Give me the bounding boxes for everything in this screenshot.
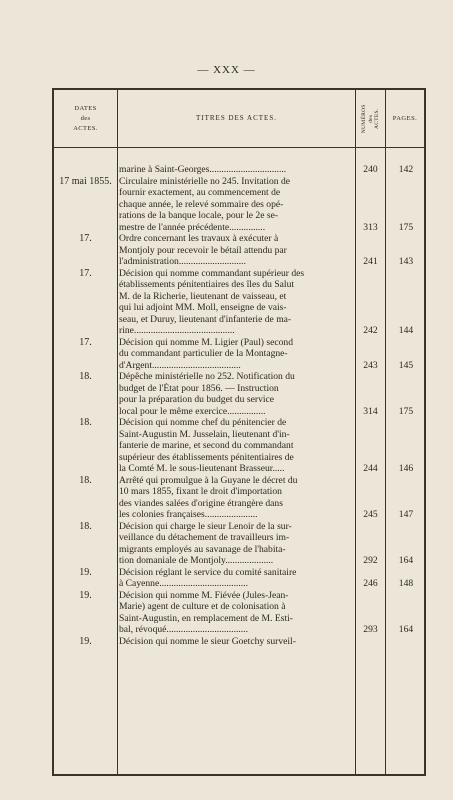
entry-act-number: 292 [363,555,378,566]
header-dates-line: des [80,115,91,122]
entry-page-number: 148 [398,578,414,589]
entry-act-number: 293 [363,624,378,635]
table-row [54,521,424,567]
entry-page-number: 144 [398,325,414,336]
entry-title [117,337,354,372]
entry-date: 19. [79,635,92,647]
header-numeros-line: des [367,114,374,123]
header-rule [54,147,424,148]
entry-title-line: Décision qui nomme M. Fiévée (Jules-Jean- [119,589,289,601]
entry-title-line: Décision qui nomme M. Ligier (Paul) second [119,336,293,348]
entry-title-line: Décision qui nomme le sieur Goetchy surveil- [119,635,296,647]
entry-act-number: 242 [363,325,378,336]
entry-date: 18. [79,371,92,382]
entry-title-line: Marie) agent de culture et de colonisation à [119,601,286,612]
entry-act-number: 244 [363,463,378,474]
entry-title-line: Saint-Augustin, en remplacement de M. Esti- [119,612,293,624]
page-folio: — XXX — [197,64,256,76]
table-row [54,475,424,521]
entry-title-line: Ordre concernant les travaux à exécuter à [119,233,279,244]
entry-title-line: Décision réglant le service du comité sanitaire [119,566,297,578]
entry-page-number: 164 [398,624,414,635]
entry-title [117,164,354,176]
entry-page-number: 175 [398,405,414,417]
entry-title-line: supérieur des établissements pénitentiaires de [119,451,294,463]
entry-title [117,268,354,337]
entry-title-line: Saint-Augustin M. Jusselain, lieutenant d'in- [119,428,290,440]
entry-page-number: 164 [398,555,414,566]
entry-page-number: 175 [398,221,414,233]
header-dates-line: ACTES. [73,125,98,132]
header-dates-line: DATES [74,105,97,112]
entry-title-line: fournir exactement, au commencement de [119,187,281,198]
entry-title [117,567,354,590]
entry-act-number: 240 [363,164,378,175]
table-row [54,337,424,372]
entry-page-number: 143 [398,256,414,267]
entry-title-line: qui lui adjoint MM. Moll, enseigne de vais- [119,302,287,313]
entry-title [117,233,354,268]
entry-title-line: Dépêche ministérielle no 252. Notification du [119,371,295,382]
table-row [54,371,424,417]
entry-act-number: 241 [363,256,378,267]
entry-title-line: les colonies françaises...................... [119,509,258,520]
table-row [54,590,424,636]
table-row [54,567,424,590]
entry-date: 17. [79,233,92,244]
entry-act-number: 246 [363,578,378,589]
entry-date: 17 mai 1855. [59,175,112,187]
header-titres: TITRES DES ACTES. [196,114,277,122]
header-numeros-rotated [361,104,381,133]
entry-date: 19. [79,566,92,578]
index-table [52,88,426,776]
entry-title-line: Décision qui nomme chef du pénitencier de [119,417,287,428]
header-numeros-line: NUMÉROS [360,104,367,133]
entry-date: 18. [79,520,92,532]
entry-title-line: Arrêté qui promulgue à la Guyane le décret du [119,474,298,486]
entry-date: 17. [79,267,92,279]
entry-title-line: fanterie de marine, et second du commandant [119,440,294,451]
table-row [54,164,424,176]
entry-title-line: Montjoly pour recevoir le bétail attendu par [119,244,287,256]
entry-date: 19. [79,589,92,601]
entry-title-line: migrants employés au savanage de l'habita- [119,543,286,555]
entry-page-number: 147 [398,509,414,520]
entry-act-number: 314 [363,405,378,417]
entry-page-number: 142 [398,164,414,175]
entry-title-line: 10 mars 1855, fixant le droit d'importation [119,486,282,497]
entry-title-line: marine à Saint-Georges................................ [119,164,287,175]
entry-title-line: seau, et Duruy, lieutenant d'infanterie de ma- [119,313,292,325]
entry-title [117,417,354,475]
entry-title-line: chaque année, le relevé sommaire des opé- [119,198,284,210]
entry-date: 17. [79,336,92,348]
entry-title-line: des viandes salées d'origine étrangère dans [119,497,283,509]
entry-title-line: à Cayenne..................................... [119,578,248,589]
entry-title-line: du commandant particulier de la Montagne- [119,348,288,359]
entry-act-number: 243 [363,359,378,371]
entry-title-line: bal, révoqué.................................. [119,624,248,635]
entry-title-line: mestre de l'année précédente............... [119,221,266,233]
entry-title-line: d'Argent..................................... [119,359,241,371]
entry-title-line: établissements pénitentiaires des îles du Salut [119,279,295,290]
entry-title-line: l'administration............................ [119,256,246,267]
entry-title-line: local pour le même exercice................ [119,405,266,417]
entry-title-line: rine.......................................... [119,325,235,336]
entry-title-line: pour la préparation du budget du service [119,394,275,405]
table-row [54,268,424,337]
entries-list [54,164,424,647]
entry-title-line: M. de la Richerie, lieutenant de vaisseau, et [119,290,287,302]
entry-title [117,636,354,648]
entry-date: 18. [79,474,92,486]
header-numeros [356,90,385,147]
header-pages: PAGES. [392,115,418,122]
entry-title [117,371,354,417]
entry-act-number: 313 [363,221,378,233]
entry-title [117,176,354,234]
header-dates [54,104,117,134]
table-row [54,233,424,268]
entry-page-number: 145 [398,359,414,371]
entry-title-line: tion domaniale de Montjoly.................... [119,555,274,566]
header-numeros-line: ACTES. [373,108,380,129]
table-row [54,176,424,234]
entry-title-line: budget de l'État pour 1856. — Instruction [119,382,279,394]
entry-title [117,590,354,636]
entry-title-line: rations de la banque locale, pour le 2e se- [119,210,279,221]
entry-title-line: Décision qui charge le sieur Lenoir de la sur- [119,520,292,532]
entry-title-line: Circulaire ministérielle no 245. Invitation de [119,175,291,187]
entry-title [117,475,354,521]
entry-title-line: veillance du détachement de travailleurs im- [119,532,290,543]
entry-page-number: 146 [398,463,414,474]
entry-title-line: Décision qui nomme commandant supérieur des [119,267,305,279]
table-row [54,417,424,475]
entry-title-line: la Comté M. le sous-lieutenant Brasseur..... [119,463,285,474]
entry-act-number: 245 [363,509,378,520]
entry-date: 18. [79,417,92,428]
entry-title [117,521,354,567]
table-row [54,636,424,648]
